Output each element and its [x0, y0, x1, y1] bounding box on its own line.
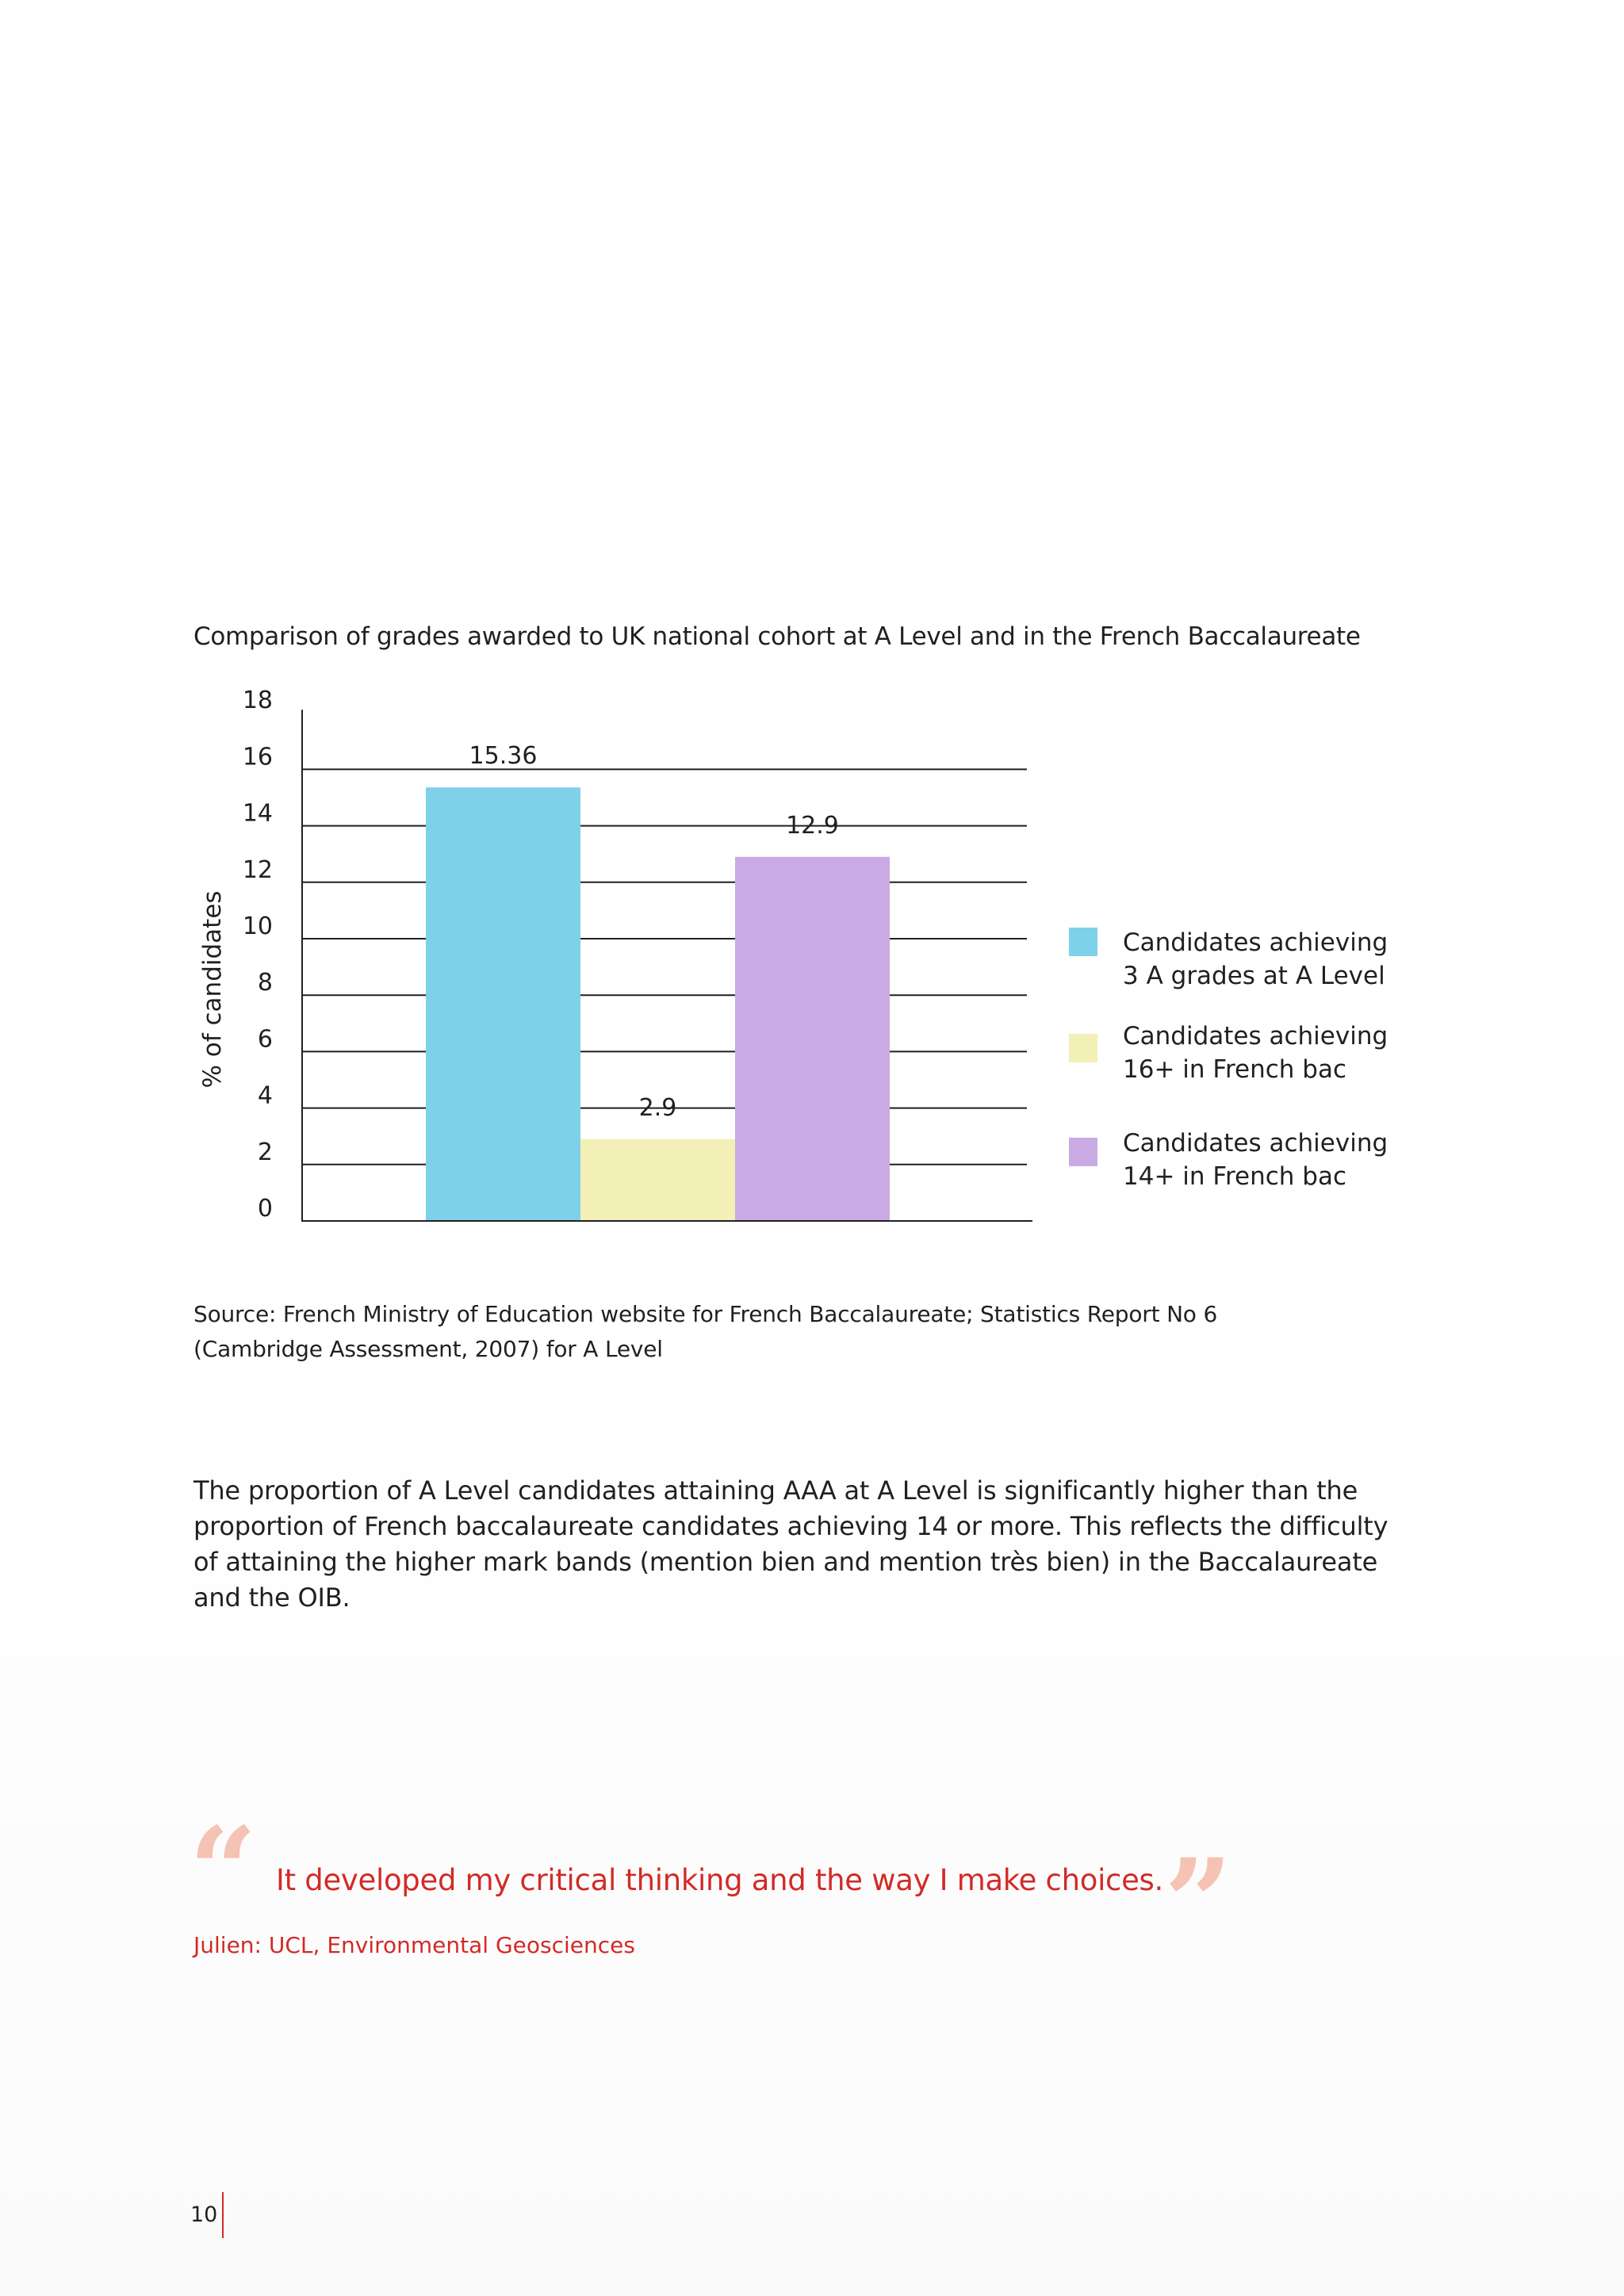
- source-line-2: (Cambridge Assessment, 2007) for A Level: [193, 1336, 663, 1362]
- chart-source-note: [193, 1297, 1217, 1367]
- legend-swatch-bac-14: [1069, 1138, 1097, 1166]
- data-label-1: 2.9: [638, 1093, 677, 1122]
- open-quote-mark: “: [189, 1801, 258, 1941]
- bar-2: [735, 857, 890, 1221]
- y-tick-label-16: 16: [242, 743, 273, 771]
- quote-attribution: Julien: UCL, Environmental Geosciences: [193, 1932, 635, 1958]
- bar-0: [426, 787, 580, 1221]
- y-tick-label-2: 2: [257, 1138, 273, 1166]
- data-label-0: 15.36: [469, 742, 538, 771]
- y-tick-label-0: 0: [257, 1195, 273, 1223]
- pull-quote-text: It developed my critical thinking and the way I make choices.: [276, 1863, 1163, 1897]
- legend-label-bac-14: Candidates achieving 14+ in French bac: [1123, 1129, 1388, 1191]
- y-tick-label-4: 4: [257, 1081, 273, 1110]
- source-line-1: Source: French Ministry of Education website for French Baccalaureate; Statistics Report No 6: [193, 1301, 1218, 1327]
- y-tick-label-8: 8: [257, 969, 273, 997]
- data-label-2: 12.9: [786, 811, 839, 840]
- y-tick-label-12: 12: [242, 855, 273, 884]
- page-number-rule: [222, 2192, 224, 2238]
- legend-swatch-bac-16: [1069, 1034, 1097, 1062]
- y-tick-label-14: 14: [242, 799, 273, 828]
- body-paragraph: The proportion of A Level candidates attaining AAA at A Level is significantly higher than the proportion of French baccalaureate candidates achieving 14 or more. This reflects the difficulty of attaining the higher mark bands (mention bien and mention très bien) in the Baccalaureate and the OIB.: [193, 1475, 1388, 1613]
- y-tick-label-10: 10: [242, 913, 273, 940]
- y-tick-label-6: 6: [257, 1025, 273, 1054]
- y-axis-title: % of candidates: [198, 890, 227, 1089]
- legend-swatch-a-level: [1069, 928, 1097, 956]
- bar-1: [580, 1139, 735, 1221]
- close-quote-mark: ”: [1164, 1833, 1233, 1973]
- page-number: 10: [190, 2202, 218, 2227]
- legend-label-a-level: Candidates achieving 3 A grades at A Level: [1123, 928, 1388, 990]
- chart-title: Comparison of grades awarded to UK national cohort at A Level and in the French Baccalaureate: [193, 622, 1361, 651]
- legend-label-bac-16: Candidates achieving 16+ in French bac: [1123, 1022, 1388, 1084]
- y-tick-label-18: 18: [242, 687, 273, 715]
